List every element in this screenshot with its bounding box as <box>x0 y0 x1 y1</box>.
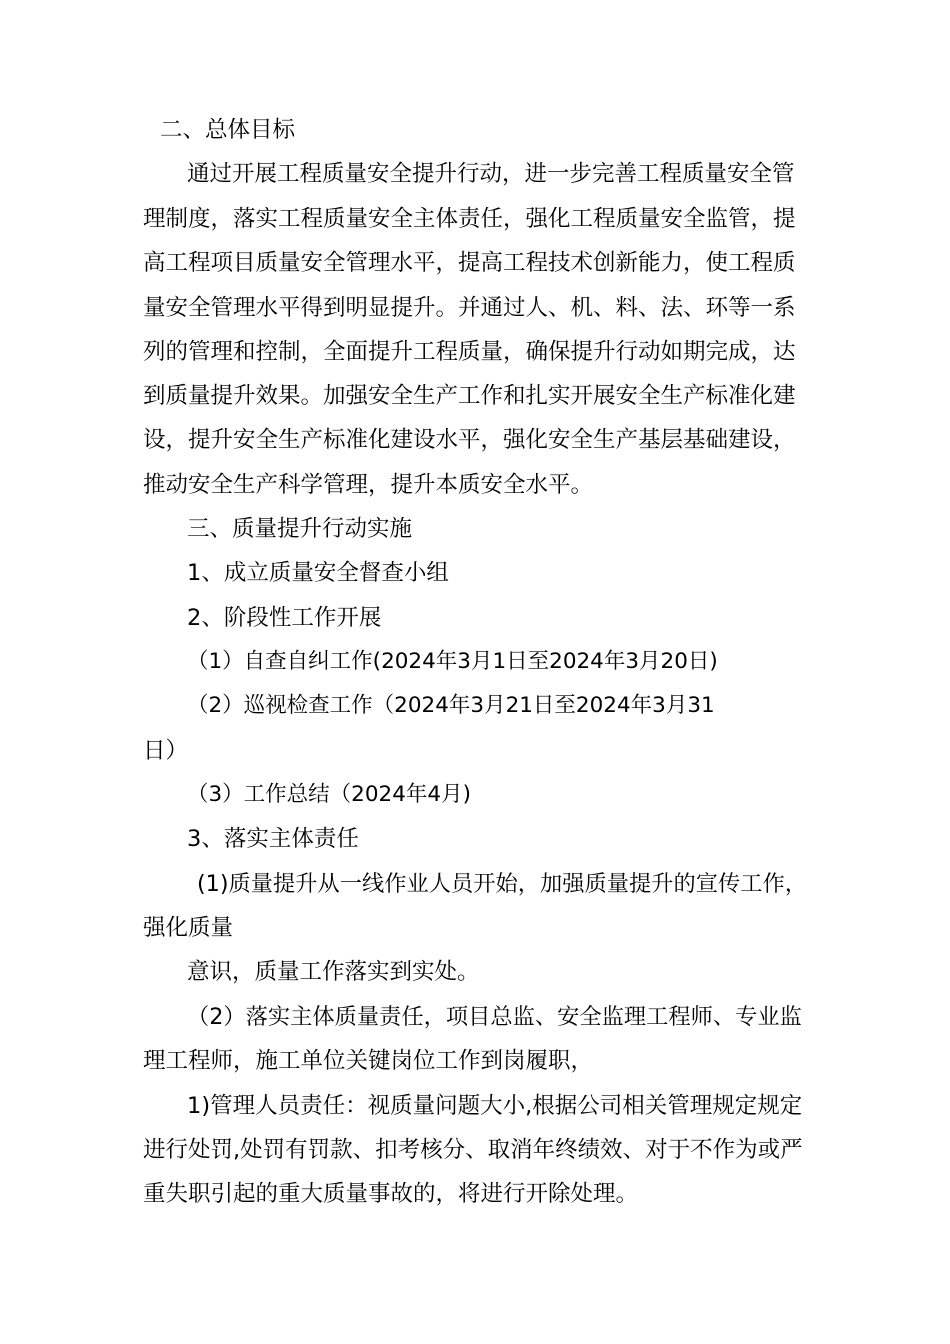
goal-paragraph-line: 量安全管理水平得到明显提升。并通过人、机、料、法、环等一系 <box>143 295 796 321</box>
phase-2-line: （2）巡视检查工作（2024年3月21日至2024年3月31 <box>187 693 715 718</box>
sub-point-1-line-continued: 进行处罚,处罚有罚款、扣考核分、取消年终绩效、对于不作为或严 <box>143 1137 803 1163</box>
goal-paragraph-line: 设，提升安全生产标准化建设水平，强化安全生产基层基础建设， <box>143 427 796 453</box>
point-2-line: （2）落实主体质量责任，项目总监、安全监理工程师、专业监 <box>187 1004 802 1030</box>
goal-paragraph-line: 到质量提升效果。加强安全生产工作和扎实开展安全生产标准化建 <box>143 383 796 409</box>
point-1-line-continued: 意识，质量工作落实到实处。 <box>187 959 480 985</box>
goal-paragraph-line: 推动安全生产科学管理，提升本质安全水平。 <box>143 472 594 498</box>
goal-paragraph-line: 理制度，落实工程质量安全主体责任，强化工程质量安全监管，提 <box>143 206 796 232</box>
phase-1-line: （1）自查自纠工作(2024年3月1日至2024年3月20日) <box>187 649 718 674</box>
item-1-heading: 1、成立质量安全督查小组 <box>187 560 449 586</box>
section-3-heading: 三、质量提升行动实施 <box>187 516 413 542</box>
item-2-heading: 2、阶段性工作开展 <box>187 605 382 631</box>
point-1-line: (1)质量提升从一线作业人员开始，加强质量提升的宣传工作， <box>197 871 808 897</box>
phase-2-line-continued: 日） <box>143 738 189 764</box>
goal-paragraph-line: 通过开展工程质量安全提升行动，进一步完善工程质量安全管 <box>187 161 795 187</box>
sub-point-1-line: 1)管理人员责任：视质量问题大小,根据公司相关管理规定规定 <box>187 1093 803 1119</box>
section-2-heading: 二、总体目标 <box>160 117 296 143</box>
phase-3-line: （3）工作总结（2024年4月) <box>187 782 471 807</box>
point-1-line-continued: 强化质量 <box>143 915 234 941</box>
goal-paragraph-line: 列的管理和控制，全面提升工程质量，确保提升行动如期完成，达 <box>143 339 796 365</box>
item-3-heading: 3、落实主体责任 <box>187 826 359 852</box>
point-2-line-continued: 理工程师，施工单位关键岗位工作到岗履职， <box>143 1048 594 1074</box>
goal-paragraph-line: 高工程项目质量安全管理水平，提高工程技术创新能力，使工程质 <box>143 250 796 276</box>
sub-point-1-line-continued: 重失职引起的重大质量事故的，将进行开除处理。 <box>143 1181 639 1207</box>
